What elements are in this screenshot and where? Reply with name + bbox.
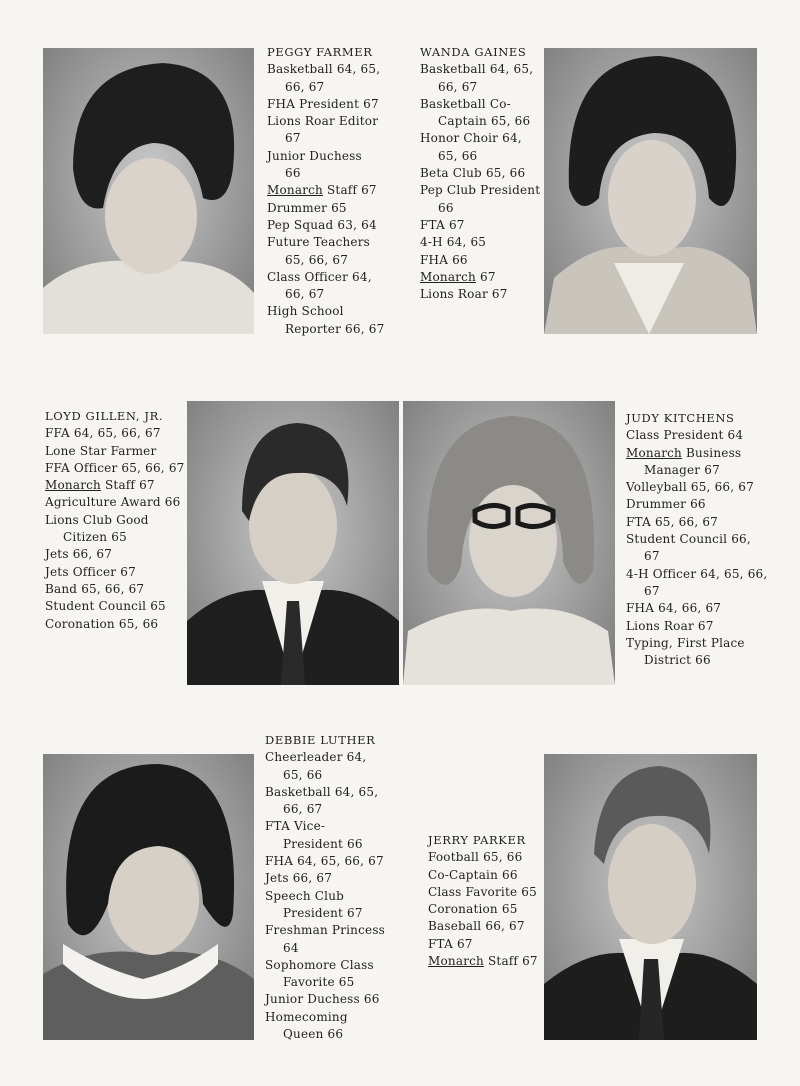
student-name: WANDA GAINES [420, 45, 527, 59]
activity-text: Lions Roar Editor [267, 114, 379, 129]
activity-text: Speech Club [265, 888, 344, 903]
activity-text: Basketball 64, 65, [267, 62, 381, 77]
activity-line [265, 767, 385, 784]
activity-line [267, 130, 384, 147]
activity-line [267, 303, 384, 320]
activity-text: Jets 66, 67 [265, 871, 333, 886]
activity-text: FFA 64, 65, 66, 67 [45, 426, 161, 441]
yearbook-title: Monarch [420, 269, 476, 284]
activity-line [626, 635, 767, 652]
activity-text: Basketball Co- [420, 96, 511, 111]
activity-text: FTA Vice- [265, 819, 326, 834]
activity-text: Cheerleader 64, [265, 750, 367, 765]
activity-text: Pep Squad 63, 64 [267, 217, 377, 232]
activity-text: Agriculture Award 66 [45, 495, 181, 510]
activity-text: Class Officer 64, [267, 269, 372, 284]
activity-text: Typing, First Place [626, 635, 745, 650]
activity-line [626, 566, 767, 583]
activity-line [428, 936, 538, 953]
activity-line [428, 849, 538, 866]
activity-line [420, 79, 540, 96]
activity-text: 65, 66, 67 [285, 252, 349, 267]
activity-line [267, 148, 384, 165]
activity-line [267, 61, 384, 78]
activity-text: Basketball 64, 65, [265, 784, 379, 799]
bio-debbie-luther [265, 732, 385, 1043]
activity-text: Football 65, 66 [428, 850, 523, 865]
activity-text: Pep Club President [420, 183, 541, 198]
activity-line [626, 514, 767, 531]
activity-line [267, 234, 384, 251]
photo-wanda-gaines [544, 48, 757, 334]
activity-line [265, 1009, 385, 1026]
activity-line [45, 546, 185, 563]
activity-line [45, 564, 185, 581]
activity-text: 67 [475, 269, 496, 284]
activity-line [267, 165, 384, 182]
activity-line [267, 113, 384, 130]
activity-text: President 66 [283, 836, 363, 851]
activity-line [265, 749, 385, 766]
activity-line [428, 901, 538, 918]
activity-text: Junior Duchess 66 [265, 992, 380, 1007]
activity-line [265, 818, 385, 835]
bio-peggy-farmer [267, 44, 384, 338]
activity-text: Staff 67 [483, 954, 538, 969]
activity-line [45, 598, 185, 615]
activity-text: Band 65, 66, 67 [45, 581, 145, 596]
yearbook-title: Monarch [428, 954, 484, 969]
student-name: JERRY PARKER [428, 833, 526, 847]
activity-text: Homecoming [265, 1009, 348, 1024]
activity-line [265, 905, 385, 922]
bio-wanda-gaines [420, 44, 540, 303]
student-name: LOYD GILLEN, JR. [45, 409, 164, 423]
activity-line [626, 496, 767, 513]
activity-line [428, 884, 538, 901]
activity-line [45, 477, 185, 494]
activity-line [45, 425, 185, 442]
activity-line [265, 801, 385, 818]
activity-line [420, 165, 540, 182]
activity-text: President 67 [283, 905, 363, 920]
activity-line [267, 79, 384, 96]
activity-text: Student Council 65 [45, 599, 166, 614]
activity-text: 4-H 64, 65 [420, 235, 487, 250]
activity-line [267, 217, 384, 234]
activity-text: FTA 65, 66, 67 [626, 514, 719, 529]
activity-line [428, 867, 538, 884]
activity-line [420, 286, 540, 303]
activity-text: Honor Choir 64, [420, 131, 522, 146]
activity-text: Basketball 64, 65, [420, 62, 534, 77]
activity-text: 4-H Officer 64, 65, 66, [626, 566, 768, 581]
activity-line [420, 217, 540, 234]
activity-line [626, 548, 767, 565]
activity-text: 64 [283, 940, 299, 955]
activity-text: Student Council 66, [626, 532, 751, 547]
activity-text: Lions Roar 67 [420, 287, 508, 302]
activity-text: FFA Officer 65, 66, 67 [45, 460, 185, 475]
activity-line [265, 836, 385, 853]
activity-line [45, 460, 185, 477]
student-name: DEBBIE LUTHER [265, 733, 376, 747]
activity-line [420, 200, 540, 217]
activity-line [265, 940, 385, 957]
activity-line [45, 512, 185, 529]
activity-line [267, 269, 384, 286]
bio-judy-kitchens [626, 410, 767, 669]
activity-line [265, 853, 385, 870]
activity-text: Class Favorite 65 [428, 884, 537, 899]
yearbook-title: Monarch [267, 183, 323, 198]
activity-line [267, 96, 384, 113]
activity-text: Lions Club Good [45, 512, 149, 527]
activity-text: Lions Roar 67 [626, 618, 714, 633]
bio-jerry-parker [428, 832, 538, 970]
activity-text: Volleyball 65, 66, 67 [626, 480, 754, 495]
activity-line [45, 494, 185, 511]
activity-text: Coronation 65, 66 [45, 616, 159, 631]
activity-text: Class President 64 [626, 428, 744, 443]
activity-line [626, 531, 767, 548]
activity-text: 65, 66 [438, 148, 478, 163]
activity-line [626, 583, 767, 600]
yearbook-title: Monarch [45, 478, 101, 493]
activity-line [265, 991, 385, 1008]
yearbook-title: Monarch [626, 445, 682, 460]
activity-text: 67 [285, 131, 301, 146]
activity-text: Jets Officer 67 [45, 564, 136, 579]
activity-line [428, 918, 538, 935]
activity-line [265, 784, 385, 801]
activity-line [626, 600, 767, 617]
activity-text: 66, 67 [285, 79, 325, 94]
activity-text: Jets 66, 67 [45, 547, 113, 562]
activity-line [267, 200, 384, 217]
activity-text: 65, 66 [283, 767, 323, 782]
activity-line [428, 953, 538, 970]
activity-line [267, 252, 384, 269]
activity-text: Citizen 65 [63, 530, 127, 545]
activity-line [626, 652, 767, 669]
activity-line [45, 581, 185, 598]
photo-debbie-luther [43, 754, 254, 1040]
activity-text: Business [681, 445, 742, 460]
activity-text: 66 [438, 200, 454, 215]
activity-line [626, 618, 767, 635]
activity-text: High School [267, 304, 344, 319]
activity-text: Co-Captain 66 [428, 867, 518, 882]
activity-text: FHA 64, 65, 66, 67 [265, 854, 384, 869]
photo-loyd-gillen [187, 401, 399, 685]
activity-text: Lone Star Farmer [45, 443, 157, 458]
activity-text: FTA 67 [420, 217, 465, 232]
activity-line [420, 61, 540, 78]
activity-text: Drummer 65 [267, 200, 347, 215]
activity-line [626, 445, 767, 462]
activity-text: Freshman Princess [265, 923, 386, 938]
activity-text: Junior Duchess [267, 148, 362, 163]
activity-text: Beta Club 65, 66 [420, 166, 526, 181]
photo-peggy-farmer [43, 48, 254, 334]
activity-text: FHA 66 [420, 252, 468, 267]
activity-line [267, 182, 384, 199]
activity-text: Manager 67 [644, 462, 720, 477]
activity-line [265, 870, 385, 887]
activity-text: District 66 [644, 653, 711, 668]
activity-line [420, 148, 540, 165]
activity-line [45, 443, 185, 460]
activity-text: Staff 67 [100, 478, 155, 493]
activity-text: Coronation 65 [428, 902, 518, 917]
photo-jerry-parker [544, 754, 757, 1040]
activity-line [265, 1026, 385, 1043]
activity-text: 66, 67 [285, 287, 325, 302]
photo-judy-kitchens [403, 401, 615, 685]
activity-line [420, 182, 540, 199]
activity-text: FHA President 67 [267, 96, 379, 111]
activity-line [45, 529, 185, 546]
activity-text: 66, 67 [283, 802, 323, 817]
activity-text: 66 [285, 166, 301, 181]
bio-loyd-gillen [45, 408, 185, 633]
activity-line [626, 462, 767, 479]
activity-line [420, 269, 540, 286]
activity-text: Staff 67 [322, 183, 377, 198]
activity-line [265, 922, 385, 939]
activity-text: Favorite 65 [283, 975, 355, 990]
student-name: JUDY KITCHENS [626, 411, 735, 425]
activity-line [265, 888, 385, 905]
activity-line [267, 321, 384, 338]
activity-line [265, 974, 385, 991]
activity-line [267, 286, 384, 303]
activity-text: Queen 66 [283, 1027, 344, 1042]
activity-text: FTA 67 [428, 936, 473, 951]
activity-text: Future Teachers [267, 235, 371, 250]
activity-text: FHA 64, 66, 67 [626, 601, 722, 616]
activity-text: Captain 65, 66 [438, 114, 531, 129]
activity-text: 66, 67 [438, 79, 478, 94]
activity-line [626, 427, 767, 444]
activity-text: 67 [644, 549, 660, 564]
activity-line [420, 130, 540, 147]
activity-text: Baseball 66, 67 [428, 919, 525, 934]
activity-line [420, 96, 540, 113]
activity-line [626, 479, 767, 496]
activity-line [420, 252, 540, 269]
activity-text: Reporter 66, 67 [285, 321, 385, 336]
activity-line [420, 113, 540, 130]
student-name: PEGGY FARMER [267, 45, 373, 59]
activity-text: Sophomore Class [265, 957, 374, 972]
activity-line [45, 616, 185, 633]
activity-text: 67 [644, 583, 660, 598]
activity-line [265, 957, 385, 974]
activity-line [420, 234, 540, 251]
activity-text: Drummer 66 [626, 497, 706, 512]
